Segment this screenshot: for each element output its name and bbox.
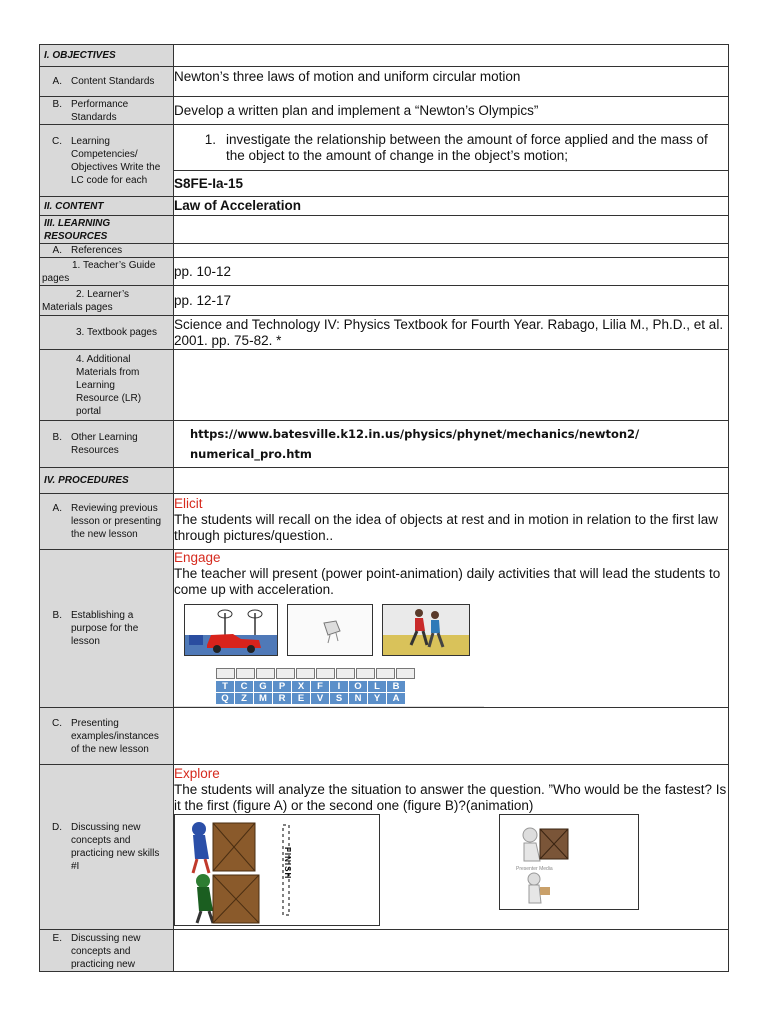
teachers-guide-value: pp. 10-12	[174, 258, 729, 286]
letter-tile: G	[254, 681, 272, 692]
content-value: Law of Acceleration	[174, 197, 729, 216]
letter-tile: F	[311, 681, 329, 692]
content-standards-value: Newton’s three laws of motion and uniform circular motion	[174, 67, 729, 97]
letter-blank	[316, 668, 335, 679]
objectives-row	[40, 45, 729, 67]
letter-puzzle	[216, 668, 416, 704]
engage-images	[174, 598, 728, 706]
letter-tile: L	[368, 681, 386, 692]
other-resources-row	[40, 421, 729, 468]
item-letter: D.	[52, 822, 62, 833]
item-letter: B.	[52, 610, 62, 621]
letter-tile: A	[387, 693, 405, 704]
letter-blanks-row	[216, 668, 416, 679]
procedures-heading: IV. PROCEDURES	[44, 475, 129, 486]
car-picture	[184, 604, 278, 656]
presenter-label: Presenter Media	[516, 866, 553, 872]
letter-blank	[216, 668, 235, 679]
image-divider	[174, 706, 484, 707]
letter-tile: Q	[216, 693, 234, 704]
learners-materials-label: 2. Learner’s Materials pages	[42, 288, 129, 313]
procedure-a-label: Reviewing previous lesson or presenting the new lesson	[71, 503, 162, 540]
teachers-guide-label: 1. Teacher’s Guide pages	[42, 259, 156, 284]
textbook-value: Science and Technology IV: Physics Textbook for Fourth Year. Rabago, Lilia M., Ph.D., et al. 2001. pp. 75-82. *	[174, 316, 729, 350]
textbook-row	[40, 316, 729, 350]
item-letter: A.	[52, 503, 62, 514]
procedure-a-text: The students will recall on the idea of objects at rest and in motion in relation to the first law through pictures/question..	[174, 512, 719, 543]
resources-heading: III. LEARNING RESOURCES	[44, 217, 111, 242]
competencies-label: Learning Competencies/ Objectives Write the LC code for each	[71, 135, 161, 186]
letter-tile: V	[311, 693, 329, 704]
additional-materials-value	[174, 350, 729, 421]
phase-engage: Engage	[174, 550, 221, 565]
item-letter: B.	[52, 98, 62, 110]
letter-blank	[336, 668, 355, 679]
lesson-plan-table	[39, 44, 729, 972]
resources-row	[40, 216, 729, 244]
item-letter: E.	[52, 933, 62, 944]
procedure-b-row	[40, 550, 729, 708]
item-letter: B.	[52, 432, 62, 443]
letter-row-2	[216, 693, 416, 704]
additional-materials-row	[40, 350, 729, 421]
item-letter: A.	[52, 245, 62, 256]
letter-tile: E	[292, 693, 310, 704]
procedure-c-row	[40, 708, 729, 765]
lesson-plan	[39, 44, 728, 972]
letter-tile: M	[254, 693, 272, 704]
letter-tile: O	[349, 681, 367, 692]
letter-row-1	[216, 681, 416, 692]
figure-b-picture	[499, 814, 639, 910]
content-row	[40, 197, 729, 216]
letter-blank	[236, 668, 255, 679]
learners-materials-row	[40, 286, 729, 316]
procedures-row	[40, 468, 729, 494]
letter-tile: R	[273, 693, 291, 704]
other-resources-label: Other Learning Resources	[71, 432, 138, 456]
item-letter: C.	[52, 717, 62, 729]
letter-tile: T	[216, 681, 234, 692]
letter-tile: Z	[235, 693, 253, 704]
objectives-heading: I. OBJECTIVES	[44, 50, 116, 61]
content-standards-row	[40, 67, 729, 97]
letter-tile: X	[292, 681, 310, 692]
letter-tile: P	[273, 681, 291, 692]
content-heading: II. CONTENT	[44, 200, 104, 212]
procedure-d-text: The students will analyze the situation to answer the question. ”Who would be the fastest? Is it the first (figure A) or the second one (figure B)?(animation)	[174, 782, 727, 813]
references-label: References	[71, 245, 123, 256]
resource-link-line-1: https://www.batesville.k12.in.us/physics/phynet/mechanics/newton2/	[190, 427, 640, 441]
lc-code: S8FE-Ia-15	[174, 171, 729, 197]
procedure-d-row	[40, 765, 729, 930]
letter-blank	[376, 668, 395, 679]
letter-tile: B	[387, 681, 405, 692]
runners-picture	[382, 604, 470, 656]
letter-blank	[256, 668, 275, 679]
textbook-label: 3. Textbook pages	[76, 327, 157, 338]
procedure-a-row	[40, 494, 729, 550]
procedure-d-label: Discussing new concepts and practicing new skills #I	[71, 822, 160, 872]
additional-materials-label: 4. Additional Materials from Learning Resource (LR) portal	[76, 353, 142, 417]
procedure-b-label: Establishing a purpose for the lesson	[71, 610, 139, 647]
letter-tile: C	[235, 681, 253, 692]
phase-elicit: Elicit	[174, 496, 203, 511]
letter-tile: N	[349, 693, 367, 704]
resource-link-line-2: numerical_pro.htm	[190, 447, 312, 461]
learners-materials-value: pp. 12-17	[174, 286, 729, 316]
performance-standards-value: Develop a written plan and implement a “Newton’s Olympics”	[174, 97, 729, 125]
content-standards-label: Content Standards	[71, 76, 155, 87]
letter-blank	[276, 668, 295, 679]
references-row	[40, 244, 729, 258]
paper-picture	[287, 604, 373, 656]
performance-standards-label: Performance Standards	[71, 98, 129, 123]
phase-explore: Explore	[174, 766, 220, 781]
figure-a-picture	[174, 814, 380, 926]
procedure-e-row	[40, 930, 729, 972]
teachers-guide-row	[40, 258, 729, 286]
competencies-row	[40, 125, 729, 171]
competency-text: investigate the relationship between the amount of force applied and the mass of the object to the amount of change in the object’s motion;	[226, 131, 708, 163]
letter-blank	[296, 668, 315, 679]
item-letter: C.	[52, 135, 62, 147]
item-letter: A.	[52, 76, 62, 87]
procedure-c-label: Presenting examples/instances of the new lesson	[71, 717, 159, 755]
letter-blank	[396, 668, 415, 679]
competency-number: 1.	[204, 131, 216, 147]
letter-blank	[356, 668, 375, 679]
letter-tile: I	[330, 681, 348, 692]
explore-images	[174, 814, 728, 924]
letter-tile: S	[330, 693, 348, 704]
letter-tile: Y	[368, 693, 386, 704]
resource-link[interactable]	[190, 424, 728, 464]
procedure-b-text: The teacher will present (power point-animation) daily activities that will lead the students to come up with acceleration.	[174, 566, 721, 597]
finish-label: FINISH	[283, 847, 292, 880]
performance-standards-row	[40, 97, 729, 125]
procedure-e-label: Discussing new concepts and practicing new	[71, 933, 141, 970]
